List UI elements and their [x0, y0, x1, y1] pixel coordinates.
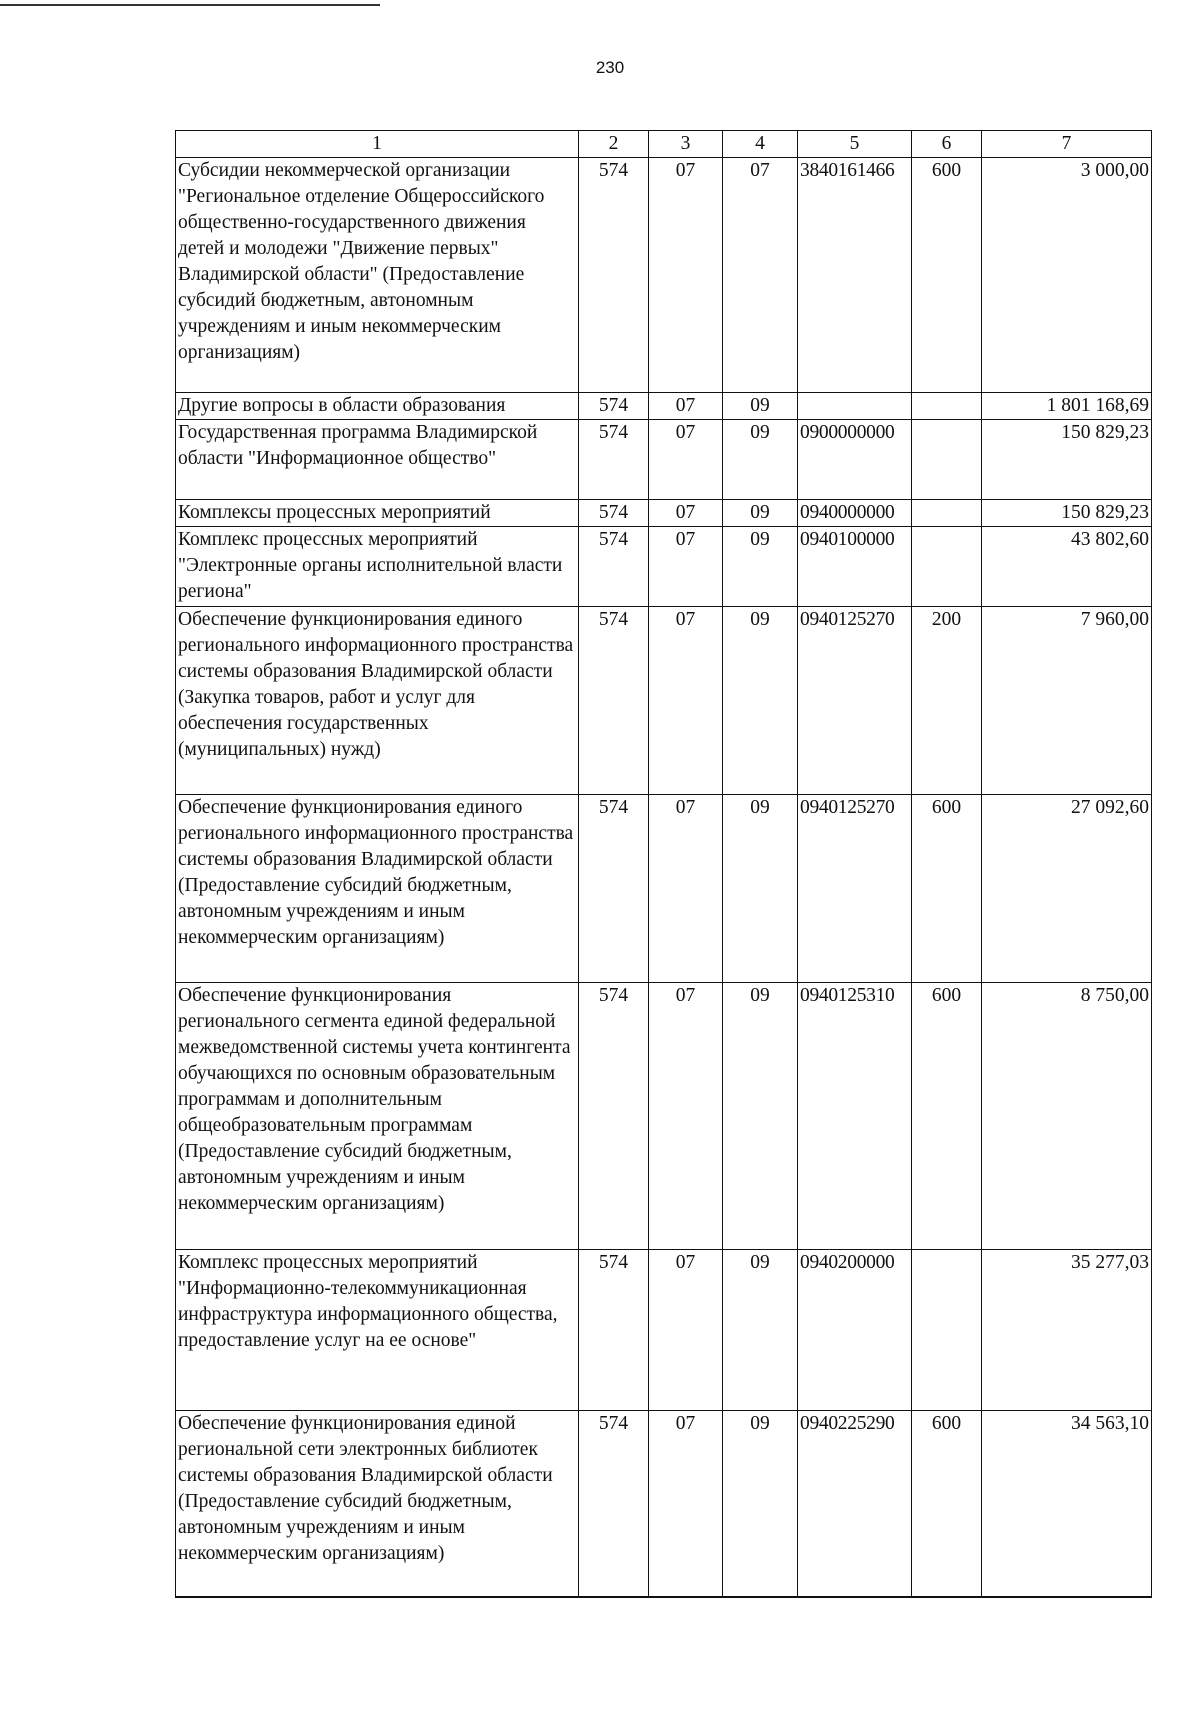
row-name: Комплекс процессных мероприятий "Электронные органы исполнительной власти региона": [176, 527, 579, 607]
table-row: [176, 527, 1152, 607]
row-ved: 574: [579, 1250, 649, 1411]
table-row: [176, 607, 1152, 795]
row-target-article: [798, 393, 912, 420]
row-name: Субсидии некоммерческой организации "Региональное отделение Общероссийского общественно-государственного движения детей и молодежи "Движение первых" Владимирской области" (Предоставление субсидий бюджетным, автономным учреждениям и иным некоммерческим организациям): [176, 158, 579, 393]
row-subsection: 07: [723, 158, 798, 393]
row-section: 07: [649, 393, 723, 420]
row-section: 07: [649, 500, 723, 527]
row-target-article: 0900000000: [798, 420, 912, 500]
row-subsection: 09: [723, 795, 798, 983]
row-section: 07: [649, 420, 723, 500]
page-number: 230: [595, 58, 625, 77]
row-ved: 574: [579, 420, 649, 500]
row-target-article: 0940200000: [798, 1250, 912, 1411]
row-section: 07: [649, 795, 723, 983]
row-ved: 574: [579, 158, 649, 393]
row-expense-type: 600: [912, 795, 982, 983]
table-row: [176, 1411, 1152, 1597]
table-row: [176, 420, 1152, 500]
row-ved: 574: [579, 607, 649, 795]
header-row: [176, 131, 1152, 158]
row-expense-type: 600: [912, 1411, 982, 1597]
row-amount: 150 829,23: [982, 420, 1152, 500]
row-amount: 7 960,00: [982, 607, 1152, 795]
row-target-article: 3840161466: [798, 158, 912, 393]
row-expense-type: [912, 500, 982, 527]
row-target-article: 0940125270: [798, 607, 912, 795]
row-expense-type: 600: [912, 983, 982, 1250]
row-expense-type: [912, 527, 982, 607]
row-subsection: 09: [723, 983, 798, 1250]
row-amount: 27 092,60: [982, 795, 1152, 983]
row-ved: 574: [579, 1411, 649, 1597]
row-name: Комплексы процессных мероприятий: [176, 500, 579, 527]
row-expense-type: [912, 1250, 982, 1411]
row-expense-type: [912, 420, 982, 500]
row-amount: 35 277,03: [982, 1250, 1152, 1411]
row-name: Обеспечение функционирования единого регионального информационного пространства системы образования Владимирской области (Закупка товаров, работ и услуг для обеспечения государственных (муниципальных) нужд): [176, 607, 579, 795]
row-target-article: 0940225290: [798, 1411, 912, 1597]
row-name: Обеспечение функционирования единой региональной сети электронных библиотек системы образования Владимирской области (Предоставление субсидий бюджетным, автономным учреждениям и иным некоммерческим организациям): [176, 1411, 579, 1597]
row-ved: 574: [579, 527, 649, 607]
row-name: Обеспечение функционирования единого регионального информационного пространства системы образования Владимирской области (Предоставление субсидий бюджетным, автономным учреждениям и иным некоммерческим организациям): [176, 795, 579, 983]
header-col-4: 4: [723, 131, 798, 158]
header-col-1: 1: [176, 131, 579, 158]
row-section: 07: [649, 1250, 723, 1411]
row-subsection: 09: [723, 607, 798, 795]
row-ved: 574: [579, 795, 649, 983]
row-amount: 3 000,00: [982, 158, 1152, 393]
row-amount: 1 801 168,69: [982, 393, 1152, 420]
row-section: 07: [649, 607, 723, 795]
row-amount: 150 829,23: [982, 500, 1152, 527]
row-subsection: 09: [723, 1411, 798, 1597]
table-row: [176, 393, 1152, 420]
row-subsection: 09: [723, 1250, 798, 1411]
row-section: 07: [649, 1411, 723, 1597]
row-name: Комплекс процессных мероприятий "Информационно-телекоммуникационная инфраструктура информационного общества, предоставление услуг на ее основе": [176, 1250, 579, 1411]
row-section: 07: [649, 158, 723, 393]
row-section: 07: [649, 527, 723, 607]
row-target-article: 0940125270: [798, 795, 912, 983]
row-amount: 8 750,00: [982, 983, 1152, 1250]
row-target-article: 0940100000: [798, 527, 912, 607]
row-expense-type: 200: [912, 607, 982, 795]
row-name: Другие вопросы в области образования: [176, 393, 579, 420]
row-target-article: 0940125310: [798, 983, 912, 1250]
row-subsection: 09: [723, 527, 798, 607]
row-amount: 43 802,60: [982, 527, 1152, 607]
top-rule: [0, 4, 380, 6]
row-expense-type: [912, 393, 982, 420]
row-ved: 574: [579, 500, 649, 527]
row-name: Обеспечение функционирования регионального сегмента единой федеральной межведомственной системы учета контингента обучающихся по основным образовательным программам и дополнительным общеобразовательным программам (Предоставление субсидий бюджетным, автономным учреждениям и иным некоммерческим организациям): [176, 983, 579, 1250]
row-ved: 574: [579, 983, 649, 1250]
row-ved: 574: [579, 393, 649, 420]
row-amount: 34 563,10: [982, 1411, 1152, 1597]
table-row: [176, 158, 1152, 393]
table-row: [176, 500, 1152, 527]
table-row: [176, 983, 1152, 1250]
header-col-7: 7: [982, 131, 1152, 158]
header-col-5: 5: [798, 131, 912, 158]
row-target-article: 0940000000: [798, 500, 912, 527]
budget-table: [175, 130, 1152, 1598]
row-name: Государственная программа Владимирской области "Информационное общество": [176, 420, 579, 500]
row-subsection: 09: [723, 393, 798, 420]
row-expense-type: 600: [912, 158, 982, 393]
table-row: [176, 1250, 1152, 1411]
row-subsection: 09: [723, 500, 798, 527]
row-section: 07: [649, 983, 723, 1250]
header-col-2: 2: [579, 131, 649, 158]
row-subsection: 09: [723, 420, 798, 500]
header-col-3: 3: [649, 131, 723, 158]
header-col-6: 6: [912, 131, 982, 158]
table-row: [176, 795, 1152, 983]
